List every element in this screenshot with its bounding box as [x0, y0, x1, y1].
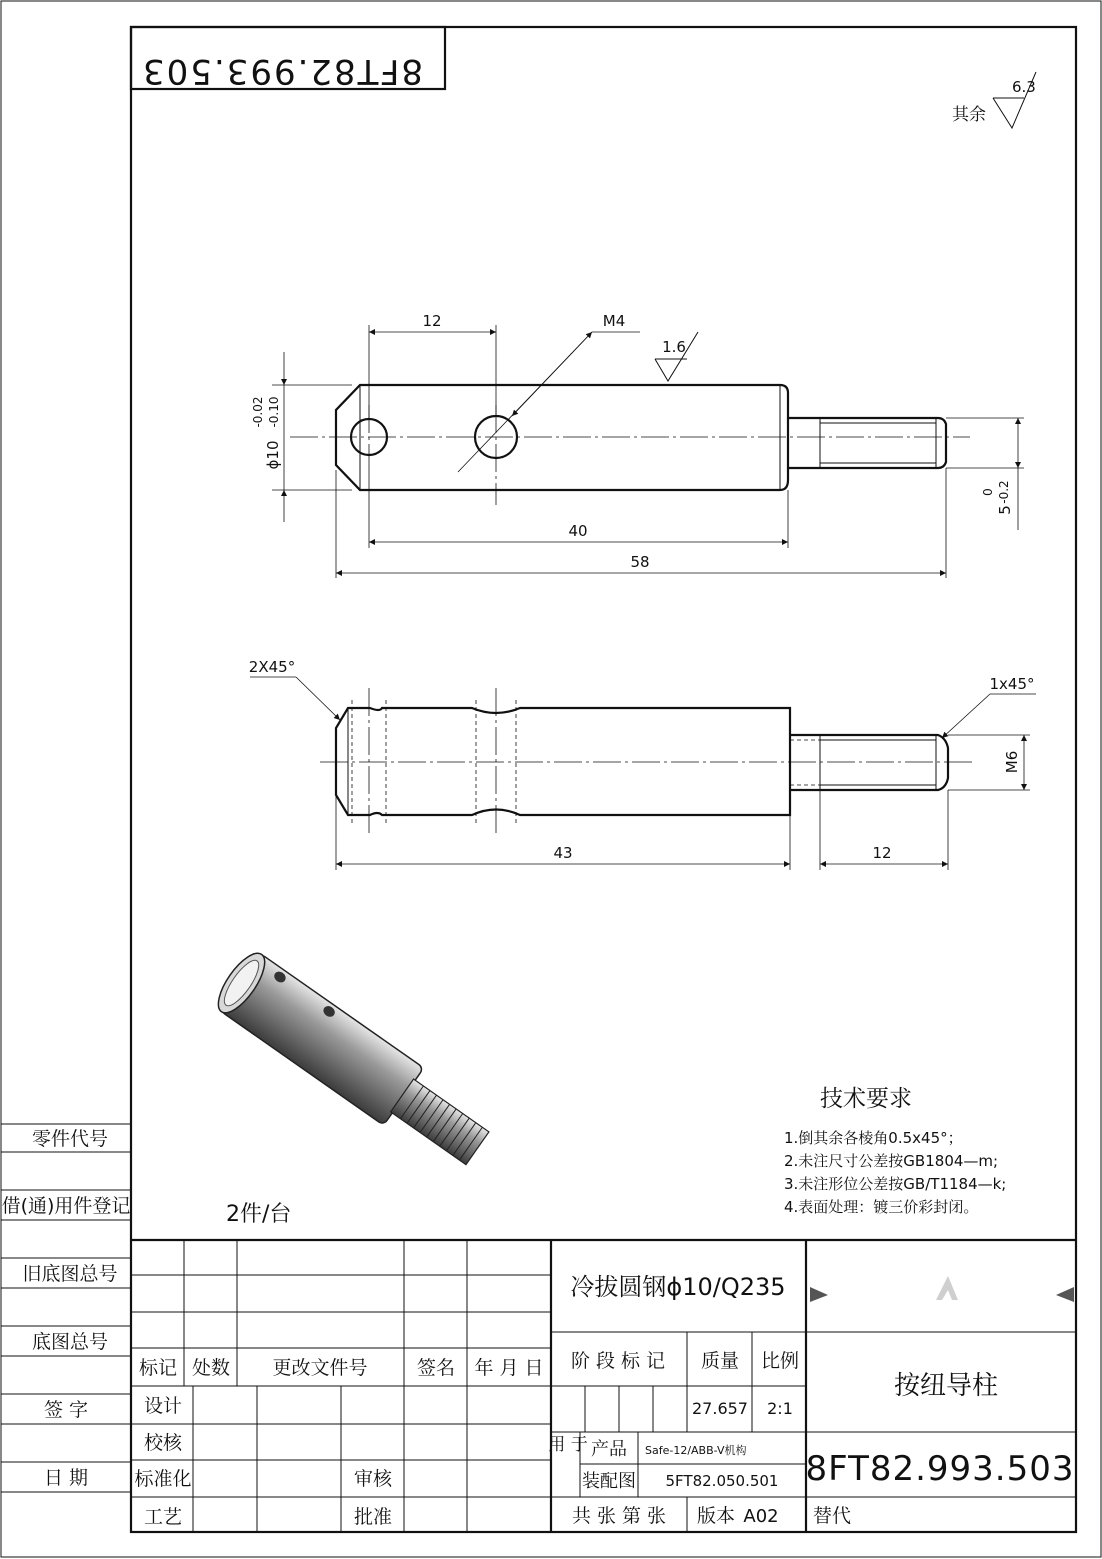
label-signature: 签 字	[43, 1399, 89, 1421]
technical-requirements	[784, 1086, 1006, 1216]
sheets-label: 共 张 第 张	[571, 1505, 667, 1527]
side-view	[249, 658, 1036, 870]
isometric-render	[210, 946, 498, 1177]
scale-label: 比例	[760, 1350, 800, 1372]
title-block	[131, 1240, 1076, 1532]
label-date: 日 期	[43, 1467, 89, 1489]
mass-value: 27.657	[692, 1399, 748, 1418]
tech-req-item-4: 4.表面处理：镀三价彩封闭。	[784, 1198, 979, 1216]
dim-m6: M6	[1003, 750, 1021, 774]
role-review: 审核	[353, 1468, 393, 1490]
material-spec: 冷拔圆钢ϕ10/Q235	[570, 1273, 786, 1301]
logo-mark	[936, 1276, 958, 1300]
role-process: 工艺	[143, 1506, 183, 1528]
scale-value: 2:1	[767, 1399, 793, 1418]
dim-58: 58	[630, 553, 650, 571]
dim-40: 40	[568, 522, 588, 540]
rev-header-mark: 标记	[138, 1357, 178, 1379]
label-borrowed-register: 借(通)用件登记	[1, 1195, 131, 1217]
rotated-number-box	[131, 27, 445, 91]
product-value: Safe-12/ABB-V机构	[645, 1444, 747, 1457]
dim-dia5-tol-lower: -0.2	[997, 480, 1011, 504]
logo-arrow-right	[1056, 1287, 1074, 1302]
rev-header-date: 年 月 日	[474, 1357, 544, 1379]
logo-arrow-left	[810, 1287, 828, 1302]
dim-dia10: ϕ10	[264, 440, 282, 470]
dim-dia5-tol-upper: 0	[981, 488, 995, 496]
product-label: 产品	[591, 1439, 627, 1460]
tech-req-item-1: 1.倒其余各棱角0.5x45°；	[784, 1129, 963, 1147]
part-name: 按纽导柱	[893, 1371, 999, 1401]
stage-label: 阶 段 标 记	[570, 1350, 666, 1372]
dim-dia5: 5	[996, 505, 1014, 515]
dim-12-shank: 12	[872, 844, 892, 862]
dim-chamfer-left: 2X45°	[248, 658, 296, 676]
role-design: 设计	[143, 1395, 183, 1417]
role-standard: 标准化	[134, 1468, 192, 1490]
roughness-local: 1.6	[662, 338, 686, 356]
rev-header-count: 处数	[191, 1357, 231, 1379]
quantity-note: 2件/台	[226, 1202, 292, 1227]
label-part-code: 零件代号	[31, 1128, 109, 1150]
roughness-general-value: 6.3	[1012, 78, 1036, 96]
dim-dia10-tol-lower: -0.10	[267, 396, 281, 428]
mass-label: 质量	[700, 1350, 740, 1372]
dim-m4: M4	[602, 312, 626, 330]
replace-label: 替代	[812, 1505, 852, 1527]
label-old-base-total: 旧底图总号	[22, 1263, 118, 1285]
role-approve: 批准	[353, 1506, 393, 1528]
tech-req-title: 技术要求	[820, 1086, 912, 1112]
dim-chamfer-right: 1x45°	[989, 675, 1035, 693]
tech-req-item-2: 2.未注尺寸公差按GB1804—m;	[784, 1152, 999, 1170]
version-value: A02	[743, 1506, 779, 1527]
rev-header-doc: 更改文件号	[272, 1357, 368, 1379]
assembly-value: 5FT82.050.501	[665, 1472, 779, 1490]
dim-12-top: 12	[422, 312, 442, 330]
label-base-total: 底图总号	[31, 1331, 109, 1353]
assembly-label: 装配图	[582, 1471, 636, 1492]
dim-43: 43	[553, 844, 573, 862]
version-label: 版本	[696, 1505, 736, 1527]
general-roughness-symbol	[952, 72, 1036, 128]
drawing-frame	[131, 27, 1076, 1532]
role-check: 校核	[143, 1432, 183, 1454]
tech-req-item-3: 3.未注形位公差按GB/T1184—k;	[784, 1175, 1007, 1193]
rotated-drawing-number: 8FT82.993.503	[140, 51, 424, 91]
dim-dia10-tol-upper: -0.02	[251, 396, 265, 428]
roughness-general-label: 其余	[952, 105, 986, 125]
left-registration-column	[1, 1124, 131, 1492]
drawing-number: 8FT82.993.503	[805, 1449, 1075, 1489]
used-for-label: 用 于	[548, 1435, 588, 1455]
rev-header-sign: 签名	[416, 1357, 456, 1379]
front-view	[251, 312, 1024, 578]
